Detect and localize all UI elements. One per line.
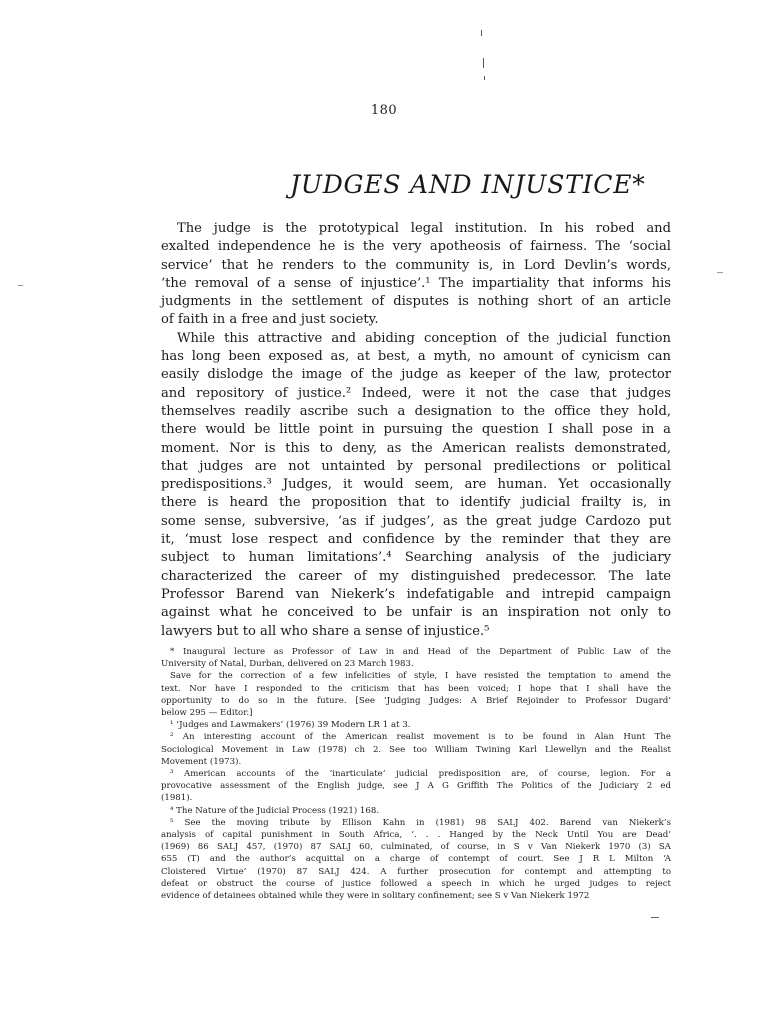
text-line: themselves readily ascribe such a designation to the office they hold, bbox=[161, 403, 671, 419]
footnote-line: University of Natal, Durban, delivered on 23 March 1983. bbox=[161, 659, 414, 670]
footnote-line: evidence of detainees obtained while they were in solitary confinement; see S v Van Niekerk 1972 bbox=[161, 891, 590, 902]
footnote-3 bbox=[161, 768, 671, 805]
text-line: easily dislodge the image of the judge as keeper of the law, protector bbox=[161, 367, 671, 383]
text-line: moment. Nor is this to deny, as the American realists demonstrated, bbox=[161, 440, 671, 456]
text-line: there would be little point in pursuing the question I shall pose in a bbox=[161, 422, 671, 438]
footnote-line: ⁴ The Nature of the Judicial Process (1921) 168. bbox=[170, 805, 380, 816]
text-line: exalted independence he is the very apotheosis of fairness. The ‘social bbox=[161, 239, 671, 255]
footnote-line: defeat or obstruct the course of justice followed a speech in which he urged judges to reject bbox=[161, 878, 671, 889]
scan-speck bbox=[483, 58, 484, 68]
text-line: of faith in a free and just society. bbox=[161, 312, 379, 328]
footnote-line: Movement (1973). bbox=[161, 756, 242, 767]
footnote-line: ² An interesting account of the American realist movement is to be found in Alan Hunt The bbox=[170, 732, 671, 743]
scan-speck bbox=[481, 30, 482, 36]
text-line: characterized the career of my distinguished predecessor. The late bbox=[161, 568, 671, 584]
paragraph bbox=[161, 330, 671, 641]
footnote-line: 655 (T) and the author’s acquittal on a charge of contempt of court. See J R L Milton ‘A bbox=[161, 854, 671, 865]
text-line: service’ that he renders to the community is, in Lord Devlin’s words, bbox=[161, 257, 671, 273]
scan-speck bbox=[484, 76, 485, 80]
footnote-line: Cloistered Virtue’ (1970) 87 SALJ 424. A further prosecution for contempt and attempting to bbox=[161, 866, 671, 877]
footnote-line: (1969) 86 SALJ 457, (1970) 87 SALJ 60, culminated, of course, in S v Van Niekerk 1970 (3) SA bbox=[161, 842, 671, 853]
body-text bbox=[161, 220, 671, 641]
footnote-line: (1981). bbox=[161, 793, 193, 804]
footnotes bbox=[161, 646, 671, 902]
footnote-4 bbox=[161, 805, 671, 817]
footnote-line: analysis of capital punishment in South Africa, ‘. . . Hanged by the Neck Until You are Dead’ bbox=[161, 830, 671, 841]
footnote-5 bbox=[161, 817, 671, 902]
footnote-line: * Inaugural lecture as Professor of Law in and Head of the Department of Public Law of the bbox=[170, 647, 671, 657]
paragraph bbox=[161, 220, 671, 330]
footnote-star-note bbox=[161, 670, 671, 719]
scan-mark bbox=[651, 917, 659, 918]
text-line: predispositions.³ Judges, it would seem, are human. Yet occasionally bbox=[161, 477, 671, 493]
text-line: against what he conceived to be unfair is an inspiration not only to bbox=[161, 605, 671, 621]
footnote-line: ¹ ‘Judges and Lawmakers’ (1976) 39 Modern LR 1 at 3. bbox=[170, 720, 411, 731]
footnote-line: below 295 — Editor.] bbox=[161, 708, 253, 719]
text-line: lawyers but to all who share a sense of injustice.⁵ bbox=[161, 623, 490, 639]
text-line: Professor Barend van Niekerk’s indefatigable and intrepid campaign bbox=[161, 586, 671, 602]
footnote-line: Save for the correction of a few infelicities of style, I have resisted the temptation to amend the bbox=[170, 671, 671, 682]
footnote-line: ³ American accounts of the ‘inarticulate’ judicial predisposition are, of course, legion. For a bbox=[170, 769, 671, 780]
footnote-line: opportunity to do so in the future. [See ‘Judging Judges: A Brief Rejoinder to Professor Dugard’ bbox=[161, 695, 671, 706]
text-line: there is heard the proposition that to identify judicial frailty is, in bbox=[161, 495, 671, 511]
text-line: subject to human limitations’.⁴ Searching analysis of the judiciary bbox=[161, 550, 671, 566]
footnote-1 bbox=[161, 719, 671, 731]
text-line: has long been exposed as, at best, a myth, no amount of cynicism can bbox=[161, 349, 671, 365]
scan-mark bbox=[18, 285, 23, 286]
footnote-line: provocative assessment of the English judge, see J A G Griffith The Politics of the Judiciary 2 ed bbox=[161, 781, 671, 792]
text-line: The judge is the prototypical legal institution. In his robed and bbox=[177, 221, 671, 236]
footnote-line: ⁵ See the moving tribute by Ellison Kahn in (1981) 98 SALJ 402. Barend van Niekerk’s bbox=[170, 817, 671, 828]
text-line: judgments in the settlement of disputes is nothing short of an article bbox=[161, 294, 671, 310]
footnote-line: Sociological Movement in Law (1978) ch 2. See too William Twining Karl Llewellyn and the Realist bbox=[161, 744, 671, 755]
text-line: ‘the removal of a sense of injustice’.¹ The impartiality that informs his bbox=[161, 275, 671, 291]
page-title: JUDGES AND INJUSTICE* bbox=[290, 170, 646, 199]
text-line: and repository of justice.² Indeed, were it not the case that judges bbox=[161, 385, 671, 401]
text-line: While this attractive and abiding conception of the judicial function bbox=[177, 330, 671, 346]
footnote-2 bbox=[161, 731, 671, 768]
footnote-star bbox=[161, 646, 671, 670]
page-number: 180 bbox=[370, 103, 398, 118]
text-line: some sense, subversive, ‘as if judges’, as the great judge Cardozo put bbox=[161, 513, 671, 529]
scan-mark bbox=[717, 272, 723, 273]
footnote-line: text. Nor have I responded to the criticism that has been voiced; I hope that I shall have the bbox=[161, 683, 671, 694]
text-line: it, ‘must lose respect and confidence by the reminder that they are bbox=[161, 532, 671, 548]
text-line: that judges are not untainted by personal predilections or political bbox=[161, 458, 671, 474]
